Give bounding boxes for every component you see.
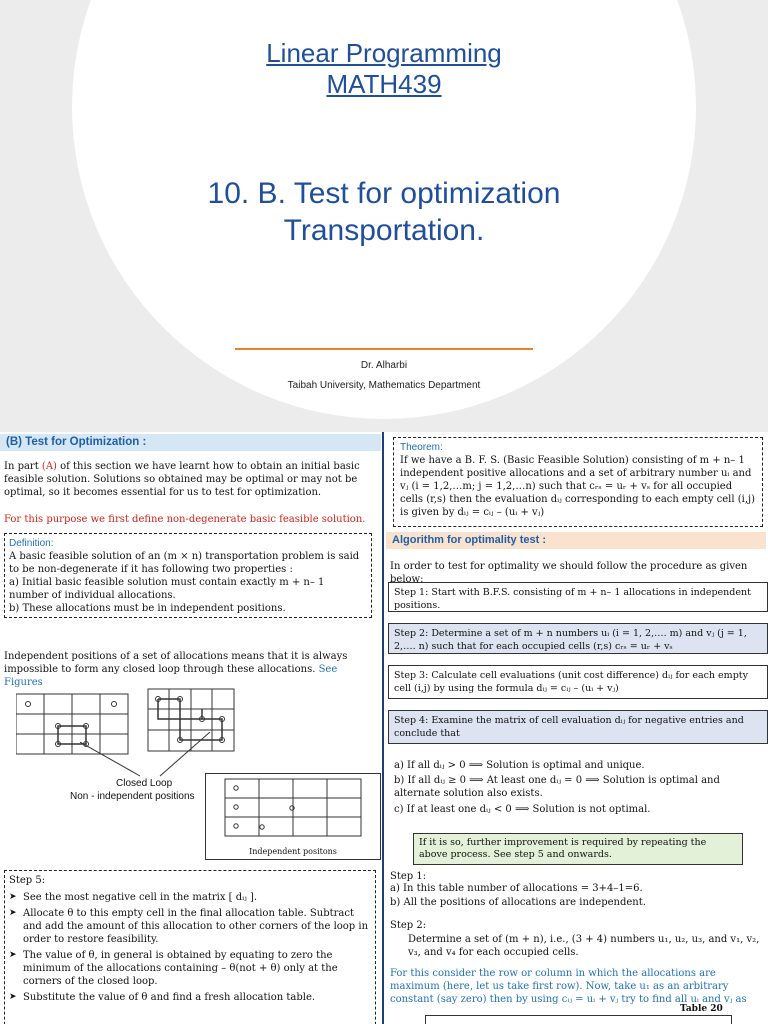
section-title: (B) Test for Optimization : xyxy=(0,434,381,451)
document-page xyxy=(0,432,768,1024)
purpose-text: For this purpose we first define non-degenerate basic feasible solution. xyxy=(4,514,366,525)
topic-line-1: 10. B. Test for optimization xyxy=(207,177,561,210)
algorithm-title: Algorithm for optimality test : xyxy=(386,532,766,549)
example-consider-text: For this consider the row or column in which the allocations are maximum (here, let us take first row). Now, take u₁ as an arbitrary constant (say zero) then by using cᵢⱼ = uᵢ + vⱼ try to find all uᵢ and vⱼ as xyxy=(390,968,747,1005)
independent-paragraph xyxy=(4,650,376,689)
theorem-text: If we have a B. F. S. (Basic Feasible Solution) consisting of m + n– 1 independent positive allocations and a set of arbitrary number uᵢ and vⱼ (i = 1,2,…m; j = 1,2,…n) such that cᵣₛ = uᵣ + vₛ for all occupied cells (r,s) then the evaluation dᵢⱼ corresponding to each empty cell (i,j) is given by dᵢⱼ = cᵢⱼ – (uᵢ + vⱼ) xyxy=(400,455,756,518)
step5-box xyxy=(4,870,376,1024)
step5-list xyxy=(9,891,371,1004)
closed-loop-caption: Closed Loop xyxy=(116,778,173,789)
definition-label: Definition: xyxy=(9,538,54,549)
definition-text: A basic feasible solution of an (m × n) transportation problem is said to be non-degenerate if it has following two properties : xyxy=(9,551,360,575)
intro-marker: (A) xyxy=(41,461,57,472)
definition-item-a: a) Initial basic feasible solution must contain exactly m + n– 1 number of individual allocations. xyxy=(9,577,325,601)
figure-pointer-lines xyxy=(80,732,220,782)
step1-box: Step 1: Start with B.F.S. consisting of m + n– 1 allocations in independent positions. xyxy=(388,582,768,612)
topic-title xyxy=(0,175,768,249)
improvement-note: If it is so, further improvement is required by repeating the above process. See step 5 and onwards. xyxy=(413,833,743,865)
independent-text: Independent positions of a set of allocations means that it is always impossible to form any closed loop through these allocations. xyxy=(4,651,348,675)
independent-caption: Independent positons xyxy=(249,847,337,856)
definition-item-b: b) These allocations must be in independent positions. xyxy=(9,603,286,614)
algorithm-intro: In order to test for optimality we should follow the procedure as given below: xyxy=(390,561,748,585)
example-step2-label: Step 2: xyxy=(390,920,427,931)
definition-box xyxy=(4,533,372,618)
table-top-edge xyxy=(425,1015,732,1024)
topic-line-2: Transportation. xyxy=(283,214,485,247)
title-divider xyxy=(235,348,533,350)
condition-a: a) If all dᵢⱼ > 0 ⟹ Solution is optimal and unique. xyxy=(394,760,645,771)
example-step1-b: b) All the positions of allocations are independent. xyxy=(390,897,646,908)
author-affiliation: Taibah University, Mathematics Department xyxy=(287,380,481,391)
condition-b: b) If all dᵢⱼ ≥ 0 ⟹ At least one dᵢⱼ = 0 ⟹ Solution is optimal and alternate solution also exists. xyxy=(394,775,720,799)
example-step1-label: Step 1: xyxy=(390,871,427,882)
see-figures-link: See Figures xyxy=(4,664,338,688)
author-name: Dr. Alharbi xyxy=(360,360,408,371)
course-code: MATH439 xyxy=(326,69,442,99)
step4-box: Step 4: Examine the matrix of cell evaluation dᵢⱼ for negative entries and conclude that xyxy=(388,710,768,744)
step5-item: ➤ The value of θ, in general is obtained by equating to zero the minimum of the allocations containing – θ(not + θ) only at the corners of the closed loop. xyxy=(9,949,371,988)
course-title xyxy=(0,38,768,100)
example-step1-a: a) In this table number of allocations = 3+4–1=6. xyxy=(390,883,643,894)
example-step2-text: Determine a set of (m + n), i.e., (3 + 4) numbers u₁, u₂, u₃, and v₁, v₂, v₃, and v₄ for each occupied cells. xyxy=(408,934,760,958)
step5-label: Step 5: xyxy=(9,875,46,886)
step2-box: Step 2: Determine a set of m + n numbers uᵢ (i = 1, 2,…. m) and vⱼ (j = 1, 2,…. n) such that for each occupied cells (r,s) cᵣₛ = uᵣ + vₛ xyxy=(388,623,768,654)
step5-item: ➤ Substitute the value of θ and find a fresh allocation table. xyxy=(9,991,371,1004)
theorem-label: Theorem: xyxy=(400,442,443,453)
column-divider xyxy=(382,432,384,1024)
theorem-box xyxy=(393,437,763,527)
independent-figure-box xyxy=(205,773,381,860)
course-title-text: Linear Programming xyxy=(266,38,502,68)
step3-box: Step 3: Calculate cell evaluations (unit cost difference) dᵢⱼ for each empty cell (i,j) by using the formula dᵢⱼ = cᵢⱼ – (uᵢ + vⱼ) xyxy=(388,665,768,699)
independent-grid xyxy=(224,778,364,838)
intro-paragraph xyxy=(4,460,376,499)
condition-c: c) If at least one dᵢⱼ < 0 ⟹ Solution is not optimal. xyxy=(394,804,651,815)
step5-item: ➤ Allocate θ to this empty cell in the final allocation table. Subtract and add the amount of this allocation to other corners of the loop in order to restore feasibility. xyxy=(9,907,371,946)
title-slide xyxy=(0,0,768,430)
table-label: Table 20 xyxy=(680,1004,723,1014)
non-independent-caption: Non - independent positions xyxy=(70,791,195,802)
step5-item: ➤ See the most negative cell in the matrix [ dᵢⱼ ]. xyxy=(9,891,371,904)
intro-text-b: of this section we have learnt how to obtain an initial basic feasible solution. Solutions so obtained may be optimal or may not be optimal, so it becomes essential for us to test for optimization. xyxy=(4,461,360,498)
intro-text-a: In part xyxy=(4,461,42,472)
